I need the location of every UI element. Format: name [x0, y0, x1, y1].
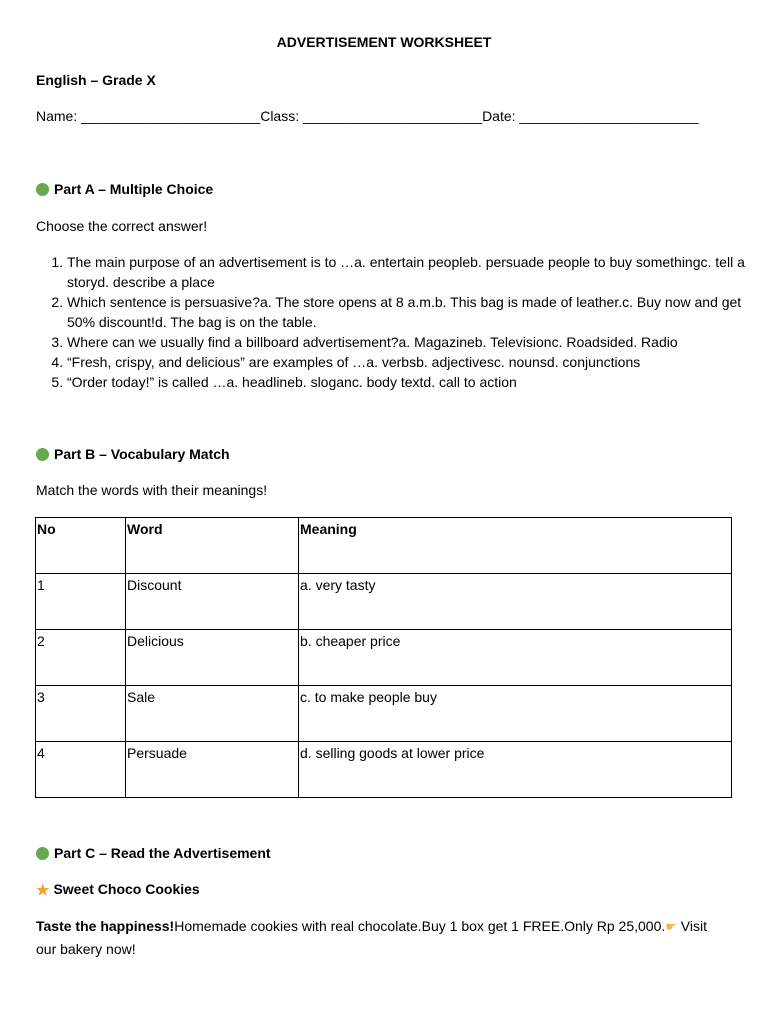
cell-word: Discount: [126, 574, 299, 630]
ad-tail-text: Visit our bakery now!: [36, 918, 708, 957]
cell-meaning: b. cheaper price: [299, 630, 732, 686]
pointing-hand-icon: ☛: [665, 919, 677, 934]
part-a-heading: [36, 181, 213, 197]
part-a-instruction: Choose the correct answer!: [36, 218, 208, 234]
subtitle: English – Grade X: [36, 72, 156, 88]
part-c-heading-text: Part C – Read the Advertisement: [54, 845, 271, 861]
ad-body: [36, 915, 730, 960]
question-list: [36, 252, 761, 392]
cell-word: Persuade: [126, 742, 299, 798]
cell-word: Sale: [126, 686, 299, 742]
student-info-line: Name: _______________________Class: _______________________Date: _______________________: [36, 108, 699, 124]
part-b-heading-text: Part B – Vocabulary Match: [54, 446, 230, 462]
part-a-heading-text: Part A – Multiple Choice: [54, 181, 214, 197]
table-row: [36, 686, 732, 742]
cell-meaning: a. very tasty: [299, 574, 732, 630]
cell-meaning: d. selling goods at lower price: [299, 742, 732, 798]
ad-bold-text: Taste the happiness!: [36, 918, 175, 934]
cell-no: 2: [36, 630, 126, 686]
question-5: 5. “Order today!” is called …a. headlineb. sloganc. body textd. call to action: [67, 372, 761, 392]
question-1: 1. The main purpose of an advertisement is to …a. entertain peopleb. persuade people to buy somethingc. tell a storyd. describe a place: [67, 252, 761, 292]
green-circle-icon: [36, 847, 49, 860]
question-4: 4. “Fresh, crispy, and delicious” are examples of …a. verbsb. adjectivesc. nounsd. conjunctions: [67, 352, 761, 372]
ad-title-text: Sweet Choco Cookies: [53, 881, 200, 897]
cell-word: Delicious: [126, 630, 299, 686]
cell-no: 3: [36, 686, 126, 742]
table-row: [36, 742, 732, 798]
cell-no: 4: [36, 742, 126, 798]
part-b-heading: [36, 446, 230, 462]
column-header-no: No: [36, 518, 126, 574]
page-title: ADVERTISEMENT WORKSHEET: [276, 34, 492, 50]
vocabulary-table: [35, 517, 732, 798]
question-2: 2. Which sentence is persuasive?a. The store opens at 8 a.m.b. This bag is made of leather.c. Buy now and get 50% discount!d. The bag is on the table.: [67, 292, 761, 332]
column-header-meaning: Meaning: [299, 518, 732, 574]
cell-no: 1: [36, 574, 126, 630]
cell-meaning: c. to make people buy: [299, 686, 732, 742]
column-header-word: Word: [126, 518, 299, 574]
table-row: [36, 630, 732, 686]
ad-title: [36, 881, 200, 899]
green-circle-icon: [36, 448, 49, 461]
table-row: [36, 574, 732, 630]
table-header-row: [36, 518, 732, 574]
star-icon: ★: [36, 882, 50, 899]
question-3: 3. Where can we usually find a billboard advertisement?a. Magazineb. Televisionc. Roadsided. Radio: [67, 332, 761, 352]
green-circle-icon: [36, 183, 49, 196]
ad-body-text: Homemade cookies with real chocolate.Buy 1 box get 1 FREE.Only Rp 25,000.: [174, 918, 666, 934]
part-c-heading: [36, 845, 271, 861]
part-b-instruction: Match the words with their meanings!: [36, 482, 268, 498]
